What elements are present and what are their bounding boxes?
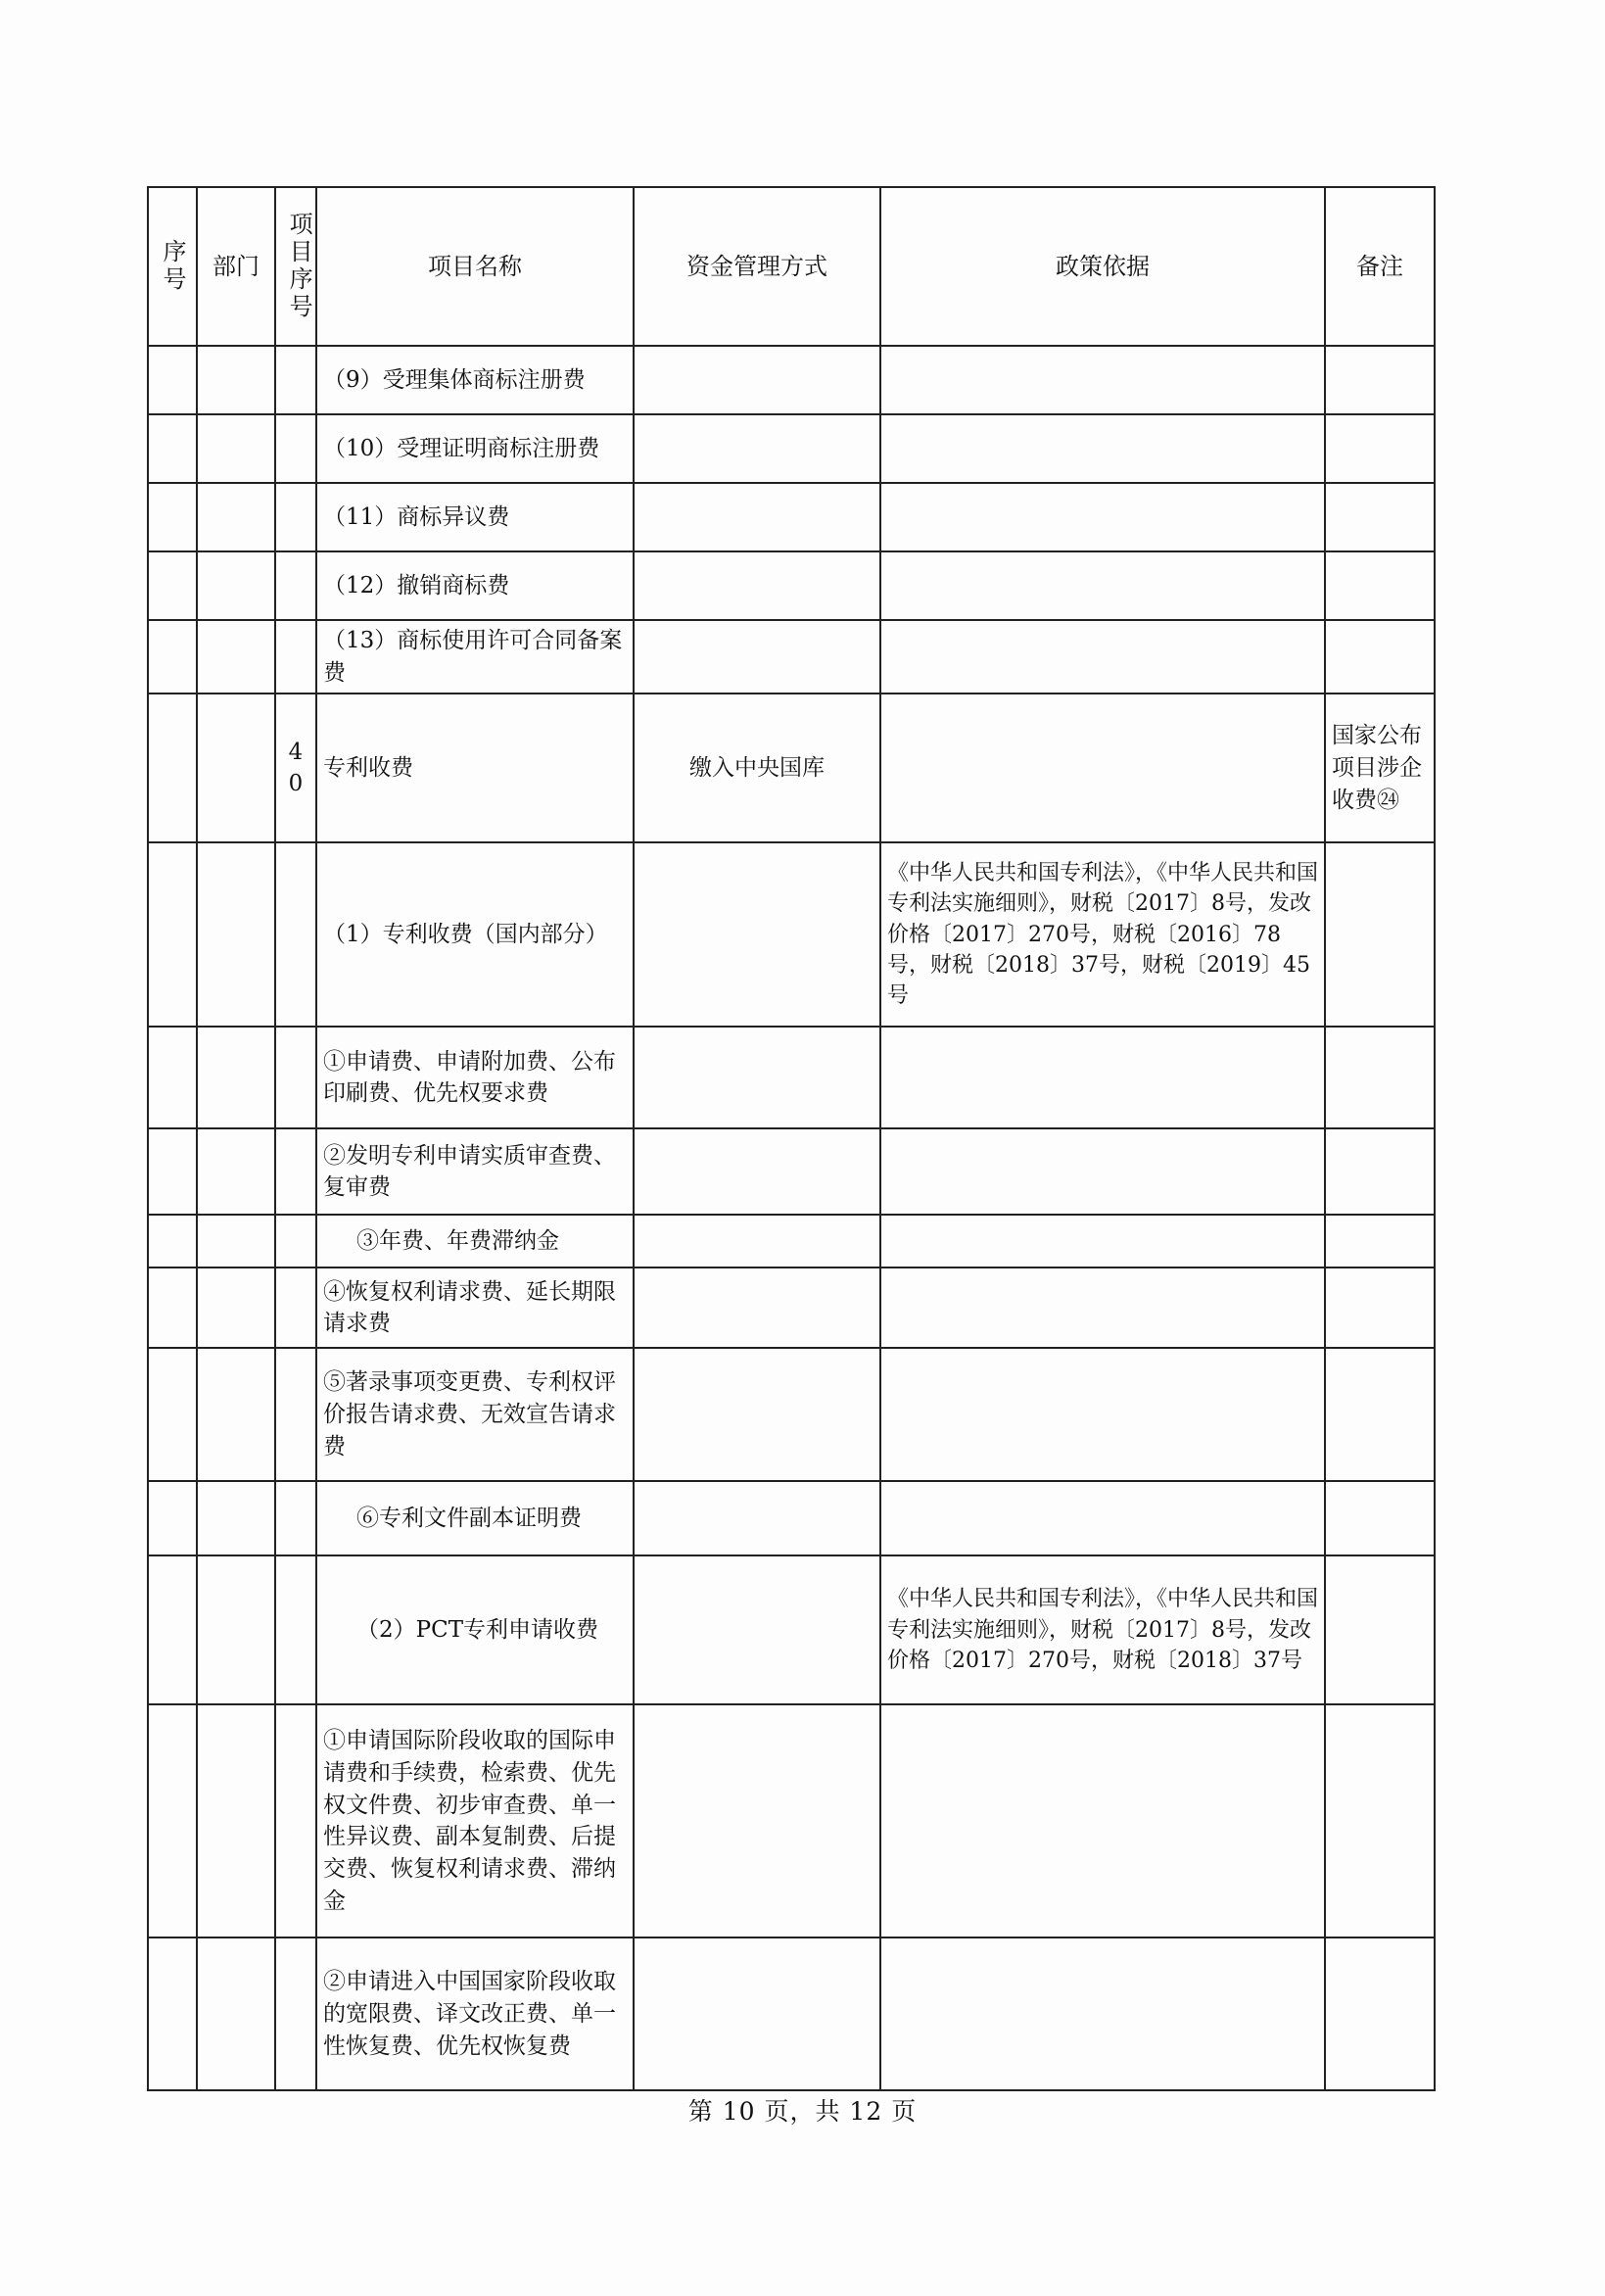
item-name: ④恢复权利请求费、延长期限请求费 <box>316 1268 634 1348</box>
table-row <box>148 1555 1435 1704</box>
item-name: 专利收费 <box>316 694 634 842</box>
table-row <box>148 1937 1435 2090</box>
table-row <box>148 1027 1435 1128</box>
item-name: （11）商标异议费 <box>316 483 634 551</box>
item-name: ⑥专利文件副本证明费 <box>316 1481 634 1555</box>
policy-basis: 《中华人民共和国专利法》，《中华人民共和国专利法实施细则》，财税〔2017〕8号，发改价格〔2017〕270号，财税〔2016〕78号，财税〔2018〕37号，财税〔2019〕45号 <box>880 842 1325 1027</box>
item-name: （2）PCT专利申请收费 <box>316 1555 634 1704</box>
item-name: ⑤著录事项变更费、专利权评价报告请求费、无效宣告请求费 <box>316 1348 634 1481</box>
item-name: （10）受理证明商标注册费 <box>316 414 634 483</box>
table-row <box>148 1128 1435 1215</box>
table-row <box>148 1704 1435 1937</box>
item-name: （13）商标使用许可合同备案费 <box>316 620 634 694</box>
header-item-seq: 项目序号 <box>275 187 316 346</box>
table-row <box>148 1268 1435 1348</box>
item-name: ①申请费、申请附加费、公布印刷费、优先权要求费 <box>316 1027 634 1128</box>
item-name: ①申请国际阶段收取的国际申请费和手续费，检索费、优先权文件费、初步审查费、单一性异议费、副本复制费、后提交费、恢复权利请求费、滞纳金 <box>316 1704 634 1937</box>
header-row <box>148 187 1435 346</box>
table-row <box>148 1348 1435 1481</box>
policy-basis: 《中华人民共和国专利法》，《中华人民共和国专利法实施细则》，财税〔2017〕8号，发改价格〔2017〕270号，财税〔2018〕37号 <box>880 1555 1325 1704</box>
item-seq: 40 <box>275 694 316 842</box>
fee-table <box>147 186 1436 2091</box>
table-row <box>148 414 1435 483</box>
table-row <box>148 842 1435 1027</box>
fund-method: 缴入中央国库 <box>634 694 880 842</box>
header-dept: 部门 <box>197 187 275 346</box>
item-name: ②发明专利申请实质审查费、复审费 <box>316 1128 634 1215</box>
table-row <box>148 1215 1435 1268</box>
table-row <box>148 346 1435 414</box>
item-name: ②申请进入中国国家阶段收取的宽限费、译文改正费、单一性恢复费、优先权恢复费 <box>316 1937 634 2090</box>
header-note: 备注 <box>1325 187 1435 346</box>
item-name: （1）专利收费（国内部分） <box>316 842 634 1027</box>
table-row <box>148 483 1435 551</box>
item-name: ③年费、年费滞纳金 <box>316 1215 634 1268</box>
header-fund: 资金管理方式 <box>634 187 880 346</box>
table-row <box>148 694 1435 842</box>
note-cell: 国家公布项目涉企收费㉔ <box>1325 694 1435 842</box>
table-row <box>148 620 1435 694</box>
header-policy: 政策依据 <box>880 187 1325 346</box>
header-name: 项目名称 <box>316 187 634 346</box>
table-row <box>148 551 1435 620</box>
item-name: （9）受理集体商标注册费 <box>316 346 634 414</box>
page-number-footer: 第 10 页，共 12 页 <box>687 2097 918 2126</box>
header-seq: 序号 <box>148 187 197 346</box>
table-row <box>148 1481 1435 1555</box>
item-name: （12）撤销商标费 <box>316 551 634 620</box>
